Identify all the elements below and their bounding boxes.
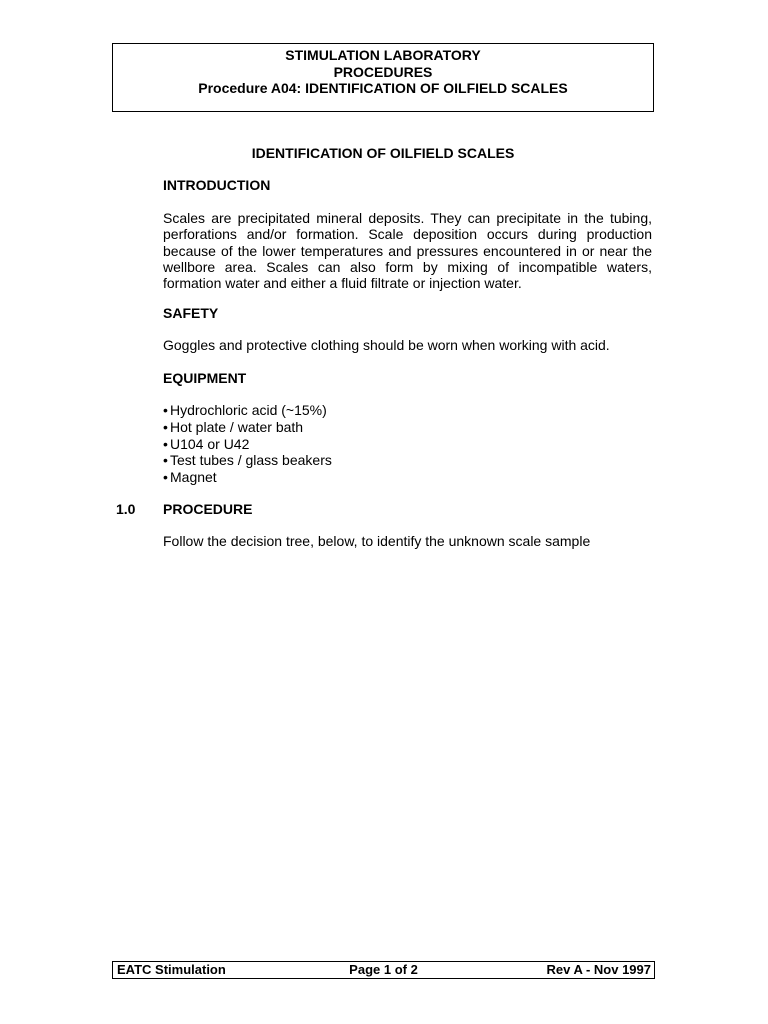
document-footer [112,961,655,979]
equipment-list [163,402,332,486]
procedure-section-number: 1.0 [116,501,136,517]
footer-page-number: Page 1 of 2 [349,962,418,977]
header-procedures: PROCEDURES [333,63,433,80]
procedure-paragraph: Follow the decision tree, below, to identify the unknown scale sample [163,533,591,549]
safety-heading: SAFETY [163,305,219,321]
bullet-icon: • [163,452,168,469]
footer-revision: Rev A - Nov 1997 [546,962,651,977]
equipment-item-label: Magnet [170,469,217,486]
equipment-item [163,452,332,469]
procedure-heading: PROCEDURE [163,501,253,517]
bullet-icon: • [163,435,168,452]
equipment-item [163,402,332,419]
bullet-icon: • [163,402,168,418]
bullet-icon: • [163,418,168,435]
equipment-item-label: Hot plate / water bath [170,418,304,435]
header-lab-name: STIMULATION LABORATORY [285,47,481,63]
footer-organization: EATC Stimulation [117,962,226,977]
safety-paragraph: Goggles and protective clothing should be worn when working with acid. [163,337,610,353]
equipment-item-label: U104 or U42 [170,435,250,452]
equipment-item [163,436,332,453]
bullet-icon: • [163,469,168,486]
equipment-item [163,469,332,486]
equipment-heading: EQUIPMENT [163,370,247,386]
introduction-paragraph: Scales are precipitated mineral deposits. They can precipitate in the tubing, perforations and/or formation. Scale deposition occurs during production because of the lower temperatures and pressures encountered in or near the wellbore area. Scales can also form by mixing of incompatible waters, formation water and either a fluid filtrate or injection water. [163,210,652,292]
document-header [112,43,654,112]
equipment-item-label: Test tubes / glass beakers [170,452,332,469]
introduction-heading: INTRODUCTION [163,177,271,193]
equipment-item-label: Hydrochloric acid (~15%) [170,402,327,418]
page-title: IDENTIFICATION OF OILFIELD SCALES [251,145,515,161]
header-procedure-title: Procedure A04: IDENTIFICATION OF OILFIELD SCALES [198,80,568,96]
equipment-item [163,419,332,436]
